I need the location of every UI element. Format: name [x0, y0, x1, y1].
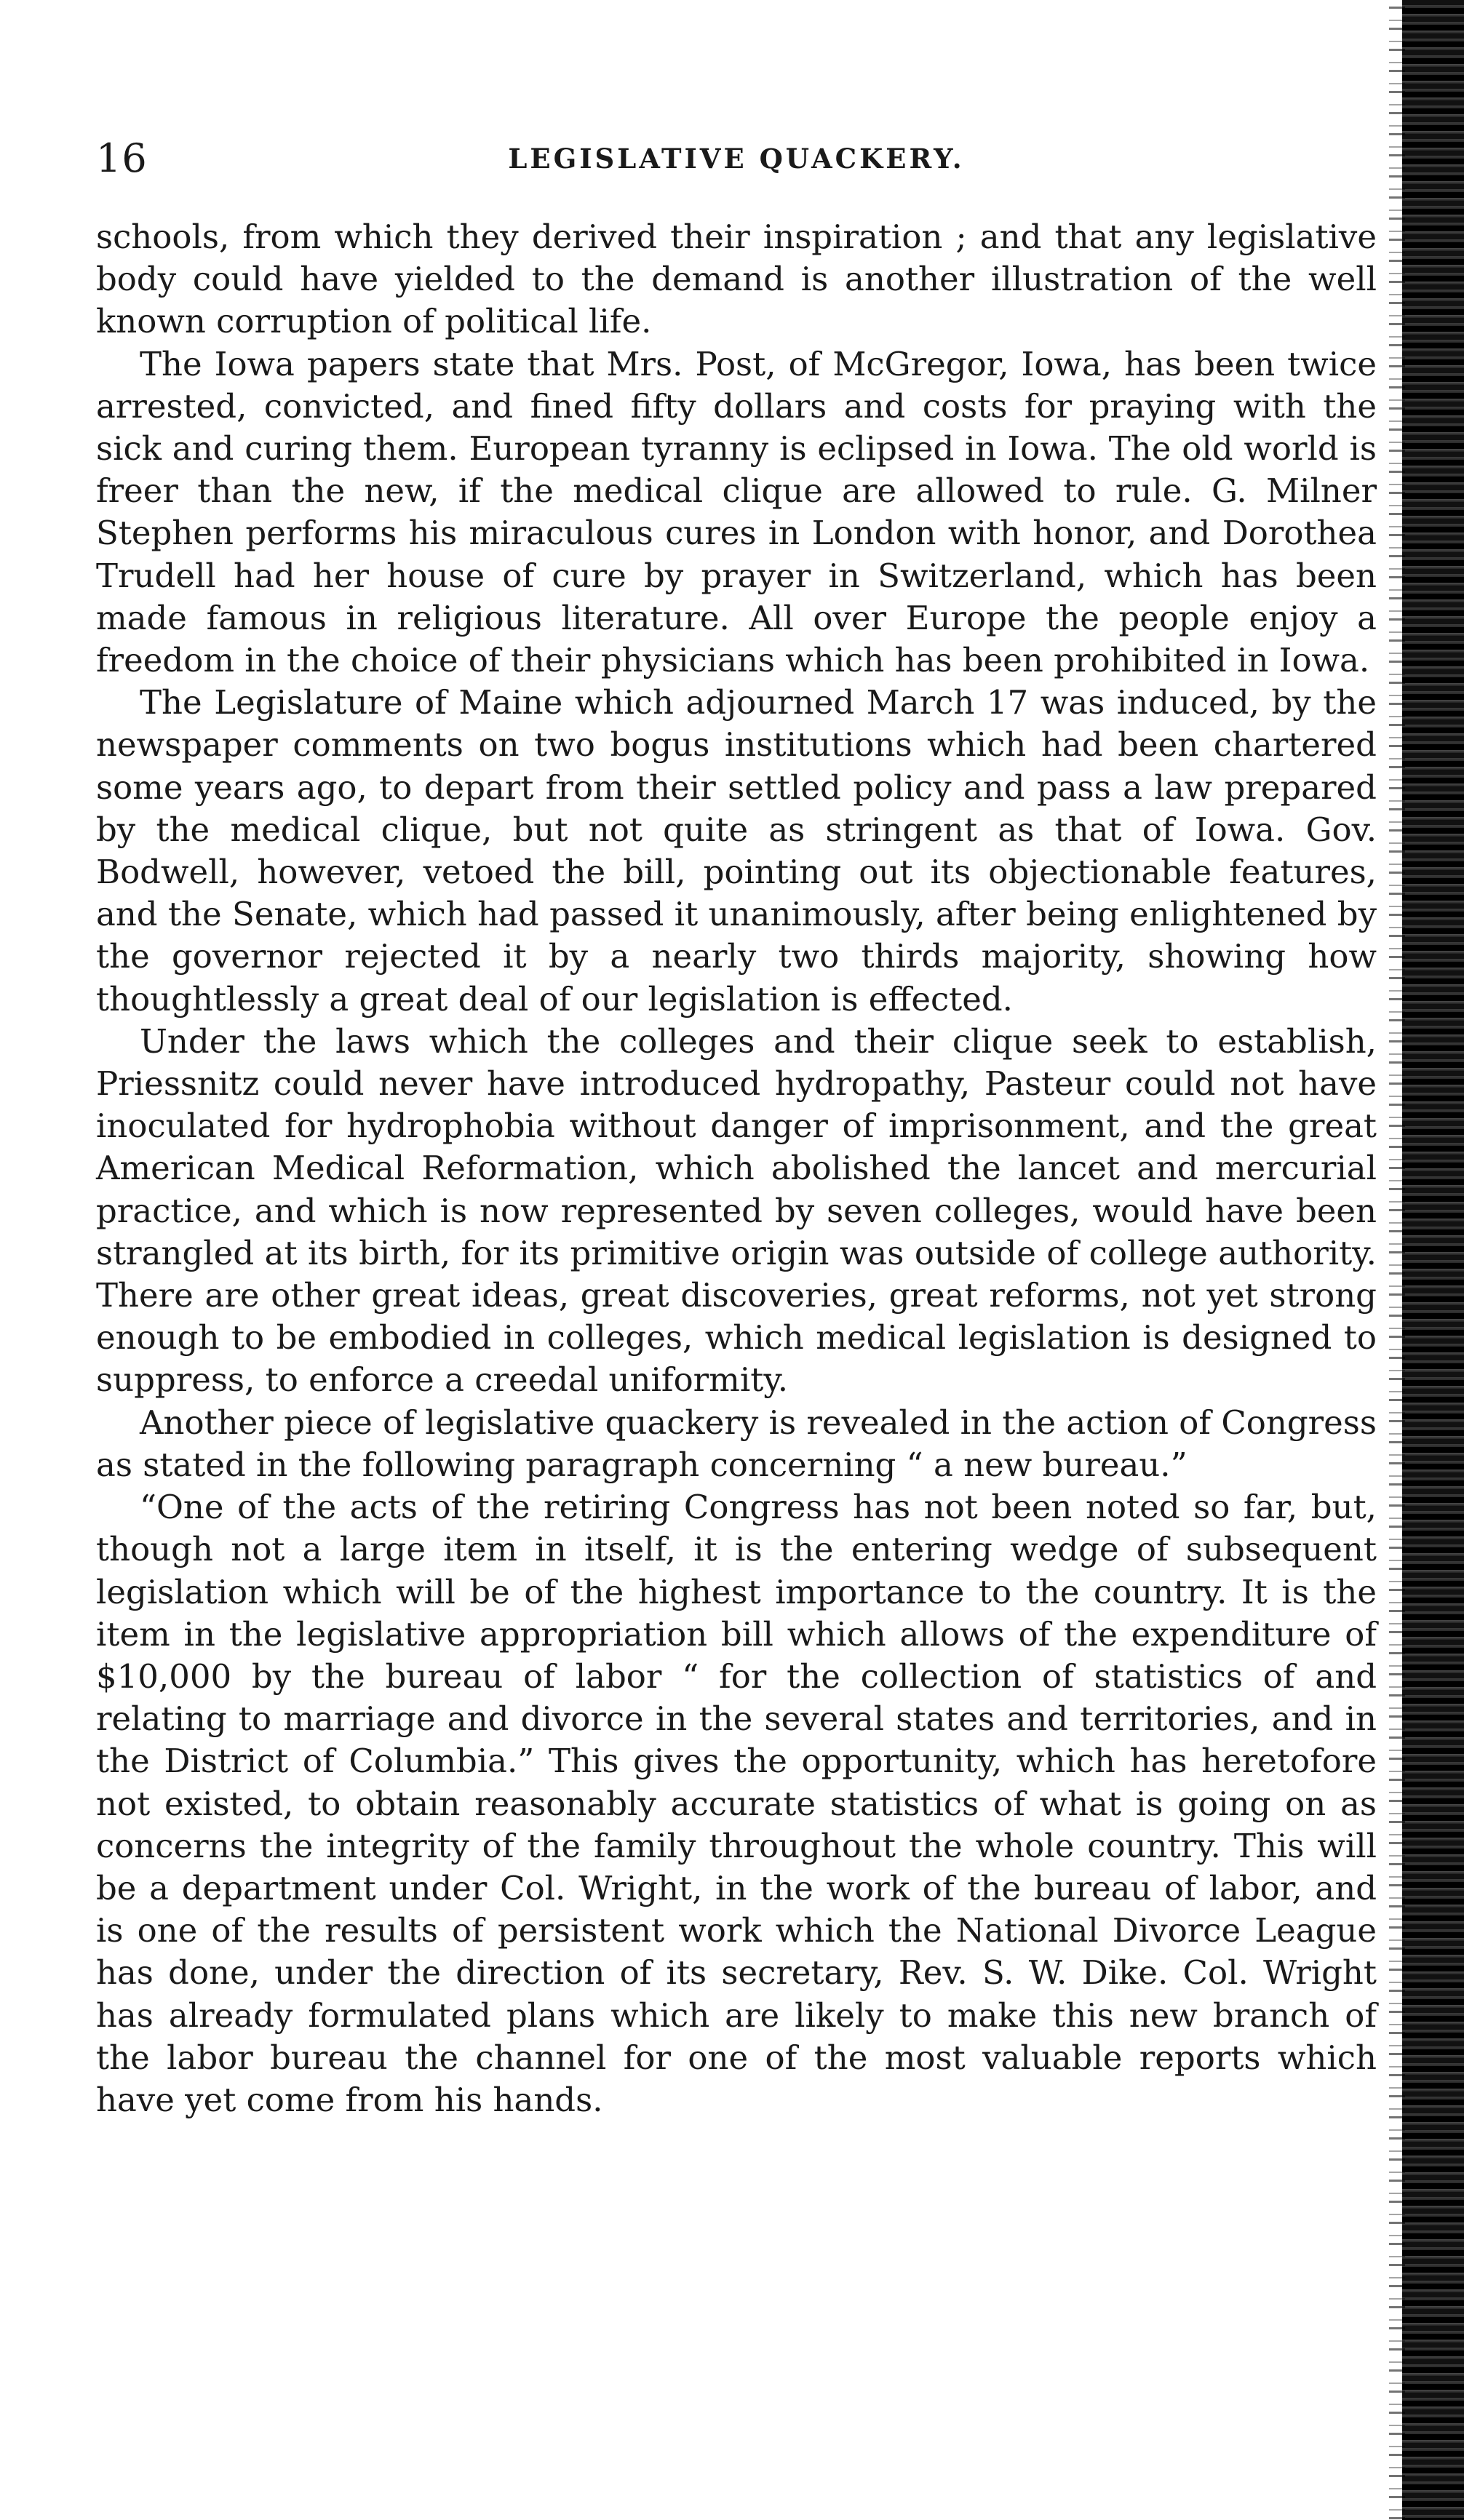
paragraph-colleges-clique: Under the laws which the colleges and their clique seek to establish, Priessnitz could never have introduced hydropathy, Pasteur could not have inoculated for hydrophobia without danger of imprisonment, and the great American Medical Reformation, which abolished the lancet and mercurial practice, and which is now represented by seven colleges, would have been strangled at its birth, for its primitive origin was outside of college authority. There are other great ideas, great discoveries, great reforms, not yet strong enough to be embodied in colleges, which medical legislation is designed to suppress, to enforce a creedal uniformity.: [96, 1021, 1377, 1400]
paragraph-continued: schools, from which they derived their inspiration ; and that any legislative body could have yielded to the demand is another illustration of the well known corruption of political life.: [96, 218, 1377, 341]
page-number: 16: [96, 135, 148, 181]
scanned-page-edge: [1402, 0, 1464, 2520]
paragraph-iowa-papers: The Iowa papers state that Mrs. Post, of McGregor, Iowa, has been twice arrested, convicted, and fined fifty dollars and costs for praying with the sick and curing them. European tyranny is eclipsed in Iowa. The old world is freer than the new, if the medical clique are allowed to rule. G. Milner Stephen performs his miraculous cures in London with honor, and Dorothea Trudell had her house of cure by prayer in Switzerland, which has been made famous in religious literature. All over Europe the people enjoy a freedom in the choice of their physicians which has been prohibited in Iowa.: [96, 344, 1377, 680]
paragraph-maine-legislature: The Legislature of Maine which adjourned March 17 was induced, by the newspaper comments on two bogus institutions which had been chartered some years ago, to depart from their settled policy and pass a law prepared by the medical clique, but not quite as stringent as that of Iowa. Gov. Bodwell, however, vetoed the bill, pointing out its objectionable features, and the Senate, which had passed it unanimously, after being enlightened by the governor rejected it by a nearly two thirds majority, showing how thoughtlessly a great deal of our legislation is effected.: [96, 683, 1377, 1018]
running-title: LEGISLATIVE QUACKERY.: [508, 143, 965, 175]
page-header: [96, 135, 1377, 186]
paragraph-congress-quackery: Another piece of legislative quackery is revealed in the action of Congress as stated in the following paragraph concerning “ a new bureau.”: [96, 1403, 1377, 1484]
body-text: [96, 216, 1377, 2121]
paragraph-quoted-bureau: “One of the acts of the retiring Congress has not been noted so far, but, though not a large item in itself, it is the entering wedge of subsequent legislation which will be of the highest importance to the country. It is the item in the legislative appropriation bill which allows of the expenditure of $10,000 by the bureau of labor “ for the collection of statistics of and relating to marriage and divorce in the several states and territories, and in the District of Columbia.” This gives the opportunity, which has heretofore not existed, to obtain reasonably accurate statistics of what is going on as concerns the integrity of the family throughout the whole country. This will be a department under Col. Wright, in the work of the bureau of labor, and is one of the results of persistent work which the National Divorce League has done, under the direction of its secretary, Rev. S. W. Dike. Col. Wright has already formulated plans which are likely to make this new branch of the labor bureau the channel for one of the most valuable reports which have yet come from his hands.: [96, 1488, 1377, 2119]
